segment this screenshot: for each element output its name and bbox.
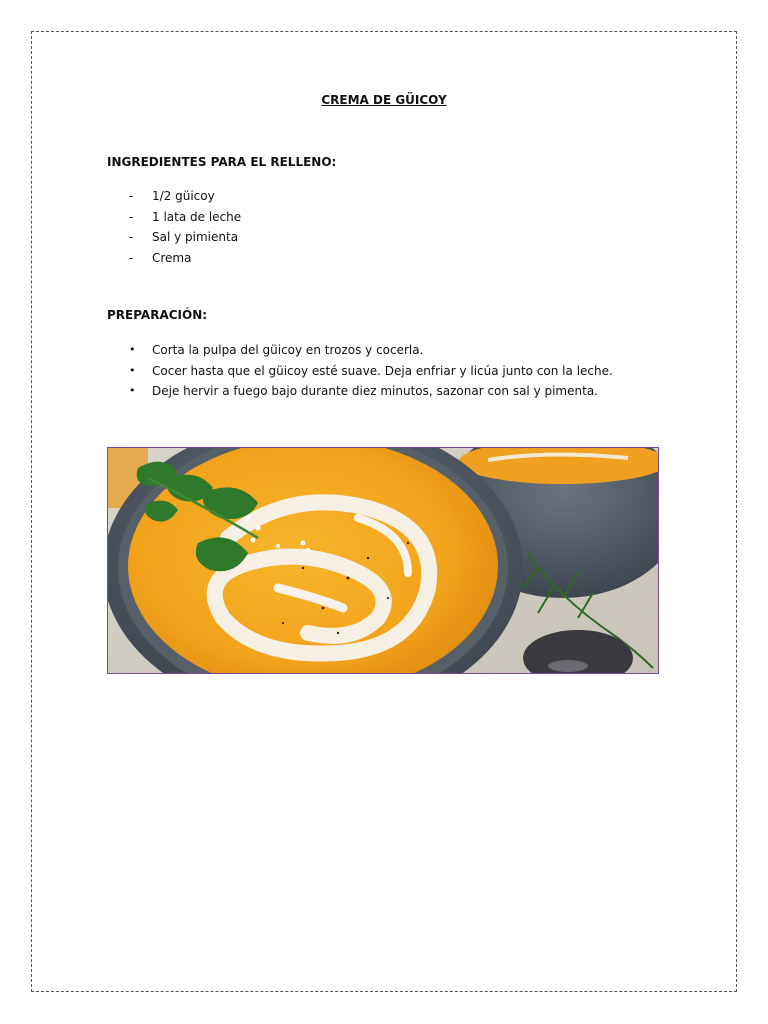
ingredients-list	[107, 186, 241, 268]
dash-marker: -	[129, 209, 134, 224]
dash-marker: -	[129, 230, 134, 244]
list-item	[107, 186, 241, 207]
bullet-marker: •	[129, 384, 136, 397]
list-item	[107, 381, 613, 402]
list-item	[107, 248, 241, 269]
bullet-marker: •	[129, 343, 136, 356]
page-title: CREMA DE GÜICOY	[321, 93, 447, 107]
ingredients-heading: INGREDIENTES PARA EL RELLENO:	[107, 155, 337, 169]
step-text: Cocer hasta que el güicoy esté suave. Deja enfriar y licúa junto con la leche.	[152, 363, 613, 378]
ingredient-text: 1/2 güicoy	[152, 189, 215, 203]
list-item	[107, 227, 241, 248]
dash-marker: -	[129, 189, 134, 203]
step-text: Corta la pulpa del güicoy en trozos y cocerla.	[152, 343, 424, 357]
soup-photo	[107, 447, 659, 674]
ingredient-text: Crema	[152, 250, 192, 265]
step-text: Deje hervir a fuego bajo durante diez minutos, sazonar con sal y pimenta.	[152, 384, 598, 398]
soup-illustration	[108, 448, 658, 673]
preparation-list	[107, 340, 613, 402]
ingredient-text: 1 lata de leche	[152, 209, 242, 224]
list-item	[107, 340, 613, 361]
ingredient-text: Sal y pimienta	[152, 230, 239, 244]
bullet-marker: •	[129, 363, 136, 377]
list-item	[107, 361, 613, 382]
list-item	[107, 207, 241, 228]
preparation-heading: PREPARACIÓN:	[107, 308, 208, 322]
dash-marker: -	[129, 250, 134, 265]
